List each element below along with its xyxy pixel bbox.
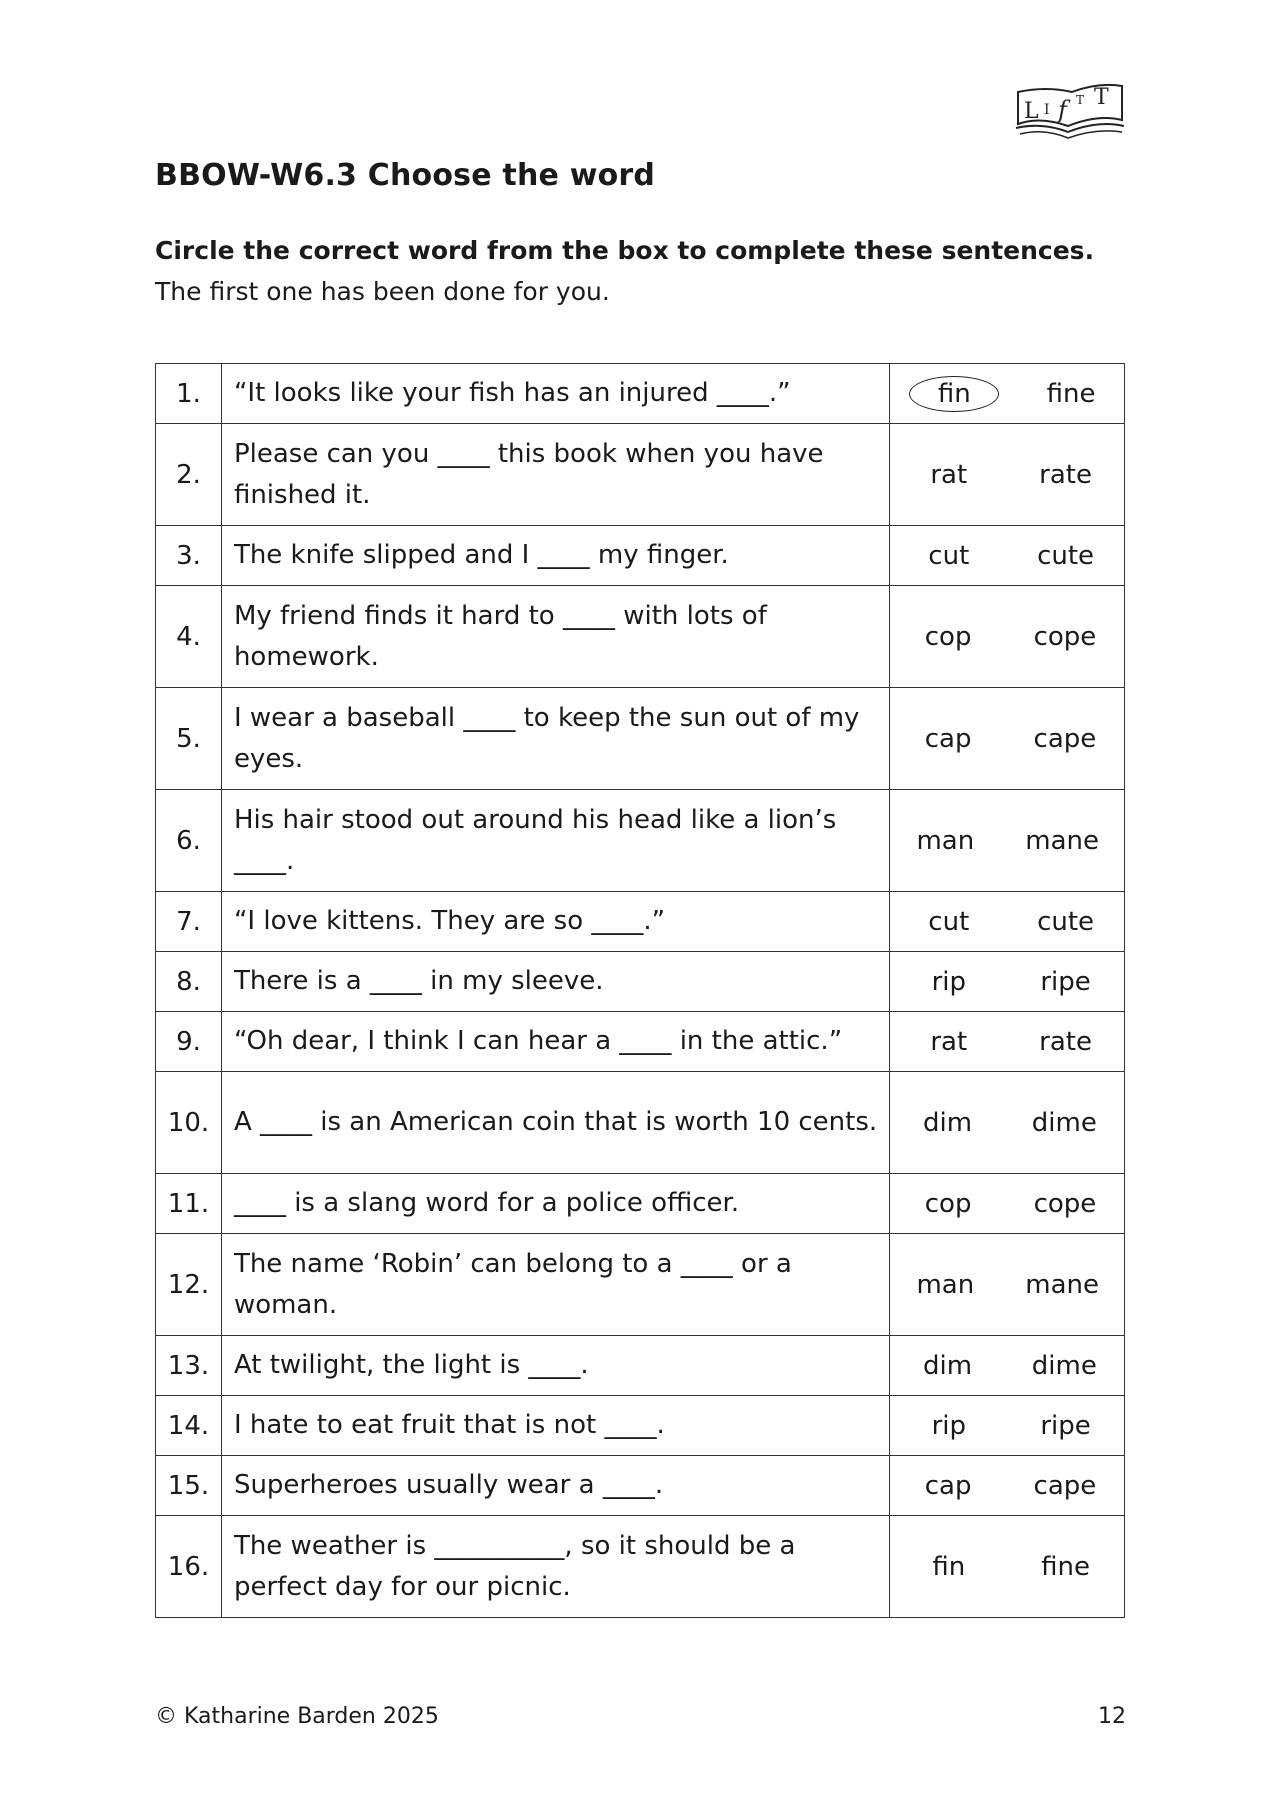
sentence-text: A ____ is an American coin that is worth 10 cents. [221,1072,889,1174]
word-options [890,1396,1125,1456]
word-option-2[interactable]: cape [1033,1470,1097,1501]
word-option-2[interactable]: dime [1031,1350,1097,1381]
row-number: 2. [156,424,222,526]
word-option-2[interactable]: fine [1041,1551,1090,1582]
word-option-1[interactable]: dim [922,1350,973,1381]
word-options [890,1456,1125,1516]
word-option-1[interactable]: rip [931,1410,966,1441]
row-number: 12. [156,1234,222,1336]
row-number: 4. [156,586,222,688]
table-row [156,1396,1125,1456]
table-row [156,586,1125,688]
word-option-1[interactable]: cut [928,540,970,571]
svg-text:T: T [1076,93,1085,107]
word-option-1[interactable]: rat [930,459,968,490]
table-row [156,1072,1125,1174]
word-options [890,688,1125,790]
sentence-text: At twilight, the light is ____. [221,1336,889,1396]
table-row [156,1174,1125,1234]
row-number: 6. [156,790,222,892]
page-number: 12 [1098,1704,1126,1729]
word-option-1[interactable]: rat [930,1026,968,1057]
word-option-1[interactable]: rip [931,966,966,997]
word-option-2[interactable]: cope [1033,621,1097,652]
sentence-text: “I love kittens. They are so ____.” [221,892,889,952]
sentence-text: There is a ____ in my sleeve. [221,952,889,1012]
word-options [890,1012,1125,1072]
row-number: 16. [156,1516,222,1618]
table-row [156,952,1125,1012]
word-option-2[interactable]: mane [1025,1269,1100,1300]
word-options [890,952,1125,1012]
instruction-text: The first one has been done for you. [155,277,610,306]
word-options [890,424,1125,526]
word-options [890,790,1125,892]
row-number: 5. [156,688,222,790]
table-row [156,1012,1125,1072]
sentence-text: Please can you ____ this book when you have finished it. [221,424,889,526]
word-option-2[interactable]: cope [1033,1188,1097,1219]
word-option-2[interactable]: cape [1033,723,1097,754]
table-row [156,688,1125,790]
word-options [890,364,1125,424]
row-number: 9. [156,1012,222,1072]
sentence-text: My friend finds it hard to ____ with lots of homework. [221,586,889,688]
word-options [890,526,1125,586]
svg-text:f: f [1058,96,1067,124]
word-option-1[interactable]: dim [922,1107,973,1138]
row-number: 15. [156,1456,222,1516]
copyright-footer: © Katharine Barden 2025 [155,1704,439,1729]
row-number: 13. [156,1336,222,1396]
table-row [156,1456,1125,1516]
svg-text:L: L [1024,99,1039,124]
row-number: 10. [156,1072,222,1174]
table-row [156,1516,1125,1618]
table-row [156,1234,1125,1336]
word-options [890,1072,1125,1174]
word-options [890,1336,1125,1396]
word-options [890,586,1125,688]
word-option-1[interactable]: man [916,1269,975,1300]
word-options [890,1516,1125,1618]
sentence-text: His hair stood out around his head like a lion’s ____. [221,790,889,892]
word-option-1[interactable]: fin [932,1551,966,1582]
row-number: 8. [156,952,222,1012]
table-row [156,526,1125,586]
word-option-2[interactable]: cute [1037,540,1095,571]
word-option-2[interactable]: ripe [1040,966,1091,997]
word-option-2[interactable]: cute [1037,906,1095,937]
sentence-text: Superheroes usually wear a ____. [221,1456,889,1516]
sentence-text: I hate to eat fruit that is not ____. [221,1396,889,1456]
word-option-1[interactable]: cop [924,1188,972,1219]
lift-logo [1010,78,1130,140]
row-number: 1. [156,364,222,424]
word-option-1[interactable]: man [916,825,975,856]
table-row [156,424,1125,526]
word-option-1[interactable]: fin [909,376,999,412]
word-choice-table [155,363,1125,1618]
word-option-2[interactable]: ripe [1040,1410,1091,1441]
word-options [890,1174,1125,1234]
word-option-2[interactable]: fine [1046,378,1096,409]
word-option-1[interactable]: cap [924,723,972,754]
table-row [156,1336,1125,1396]
sentence-text: ____ is a slang word for a police officer. [221,1174,889,1234]
word-option-2[interactable]: mane [1025,825,1100,856]
sentence-text: The name ‘Robin’ can belong to a ____ or a woman. [221,1234,889,1336]
word-options [890,892,1125,952]
word-option-2[interactable]: dime [1031,1107,1097,1138]
svg-text:T: T [1094,85,1109,110]
table-row [156,790,1125,892]
sentence-text: The weather is __________, so it should be a perfect day for our picnic. [221,1516,889,1618]
sentence-text: I wear a baseball ____ to keep the sun out of my eyes. [221,688,889,790]
word-option-1[interactable]: cut [928,906,970,937]
word-options [890,1234,1125,1336]
table-row [156,892,1125,952]
worksheet-title: BBOW-W6.3 Choose the word [155,158,656,193]
row-number: 14. [156,1396,222,1456]
word-option-2[interactable]: rate [1039,1026,1092,1057]
table-row [156,364,1125,424]
sentence-text: “Oh dear, I think I can hear a ____ in the attic.” [221,1012,889,1072]
row-number: 7. [156,892,222,952]
word-option-2[interactable]: rate [1039,459,1092,490]
word-option-1[interactable]: cap [924,1470,972,1501]
svg-text:I: I [1044,102,1050,118]
word-option-1[interactable]: cop [924,621,972,652]
sentence-text: “It looks like your fish has an injured ____.” [221,364,889,424]
instruction-bold: Circle the correct word from the box to complete these sentences. [155,236,1095,265]
sentence-text: The knife slipped and I ____ my finger. [221,526,889,586]
row-number: 11. [156,1174,222,1234]
row-number: 3. [156,526,222,586]
